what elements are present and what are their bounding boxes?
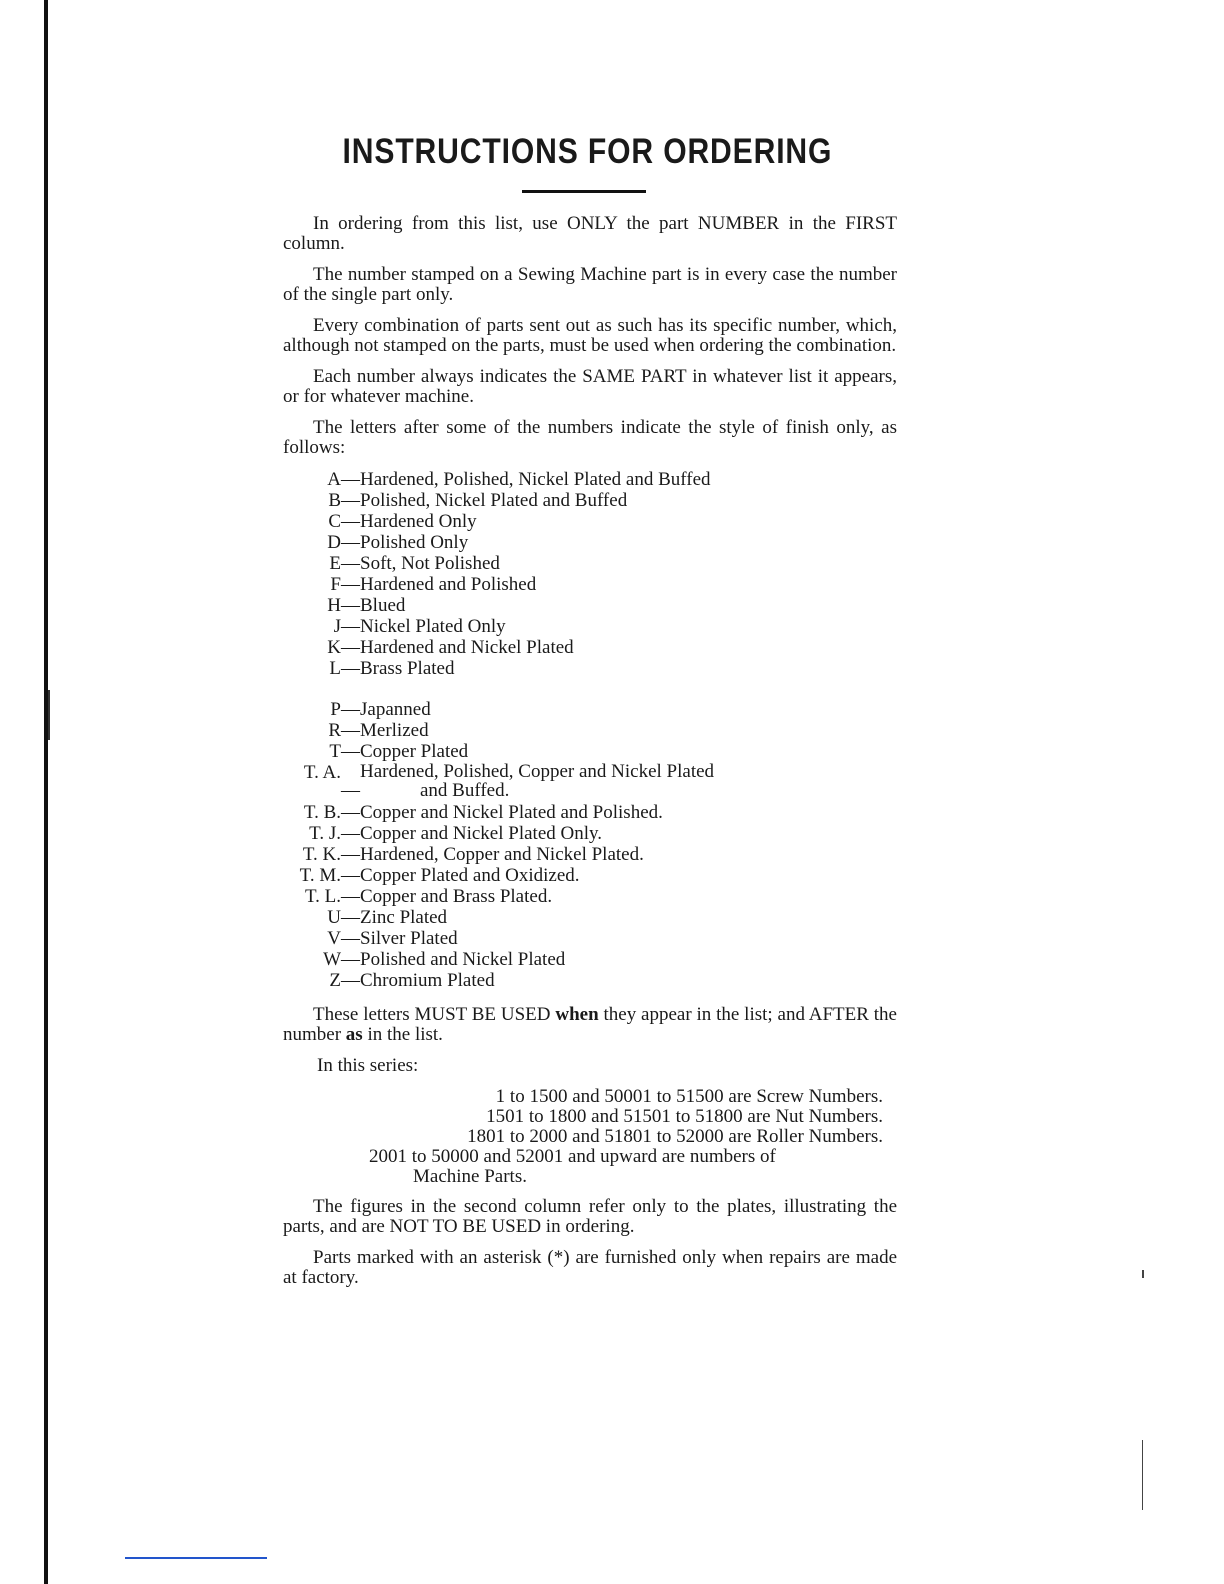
series-row: 1501 to 1800 and 51501 to 51800 are Nut Numbers.: [486, 1106, 883, 1127]
title-underline: [522, 190, 646, 193]
finish-item: C —Hardened Only: [328, 511, 477, 532]
finish-item: U —Zinc Plated: [327, 907, 448, 928]
paragraph-figures: The figures in the second column refer only to the plates, illustrating the parts, and are NOT TO BE USED in ordering.: [283, 1196, 897, 1237]
finish-item: T —Copper Plated: [329, 741, 469, 762]
finish-item: T. L. —Copper and Brass Plated.: [304, 886, 553, 907]
finish-item: T. K. —Hardened, Copper and Nickel Plated.: [302, 844, 644, 865]
finish-item: H —Blued: [327, 595, 406, 616]
footer-rule: [125, 1557, 267, 1559]
paragraph-asterisk: Parts marked with an asterisk (*) are furnished only when repairs are made at factory.: [283, 1247, 897, 1288]
paragraph-stamped-number: The number stamped on a Sewing Machine part is in every case the number of the single part only.: [283, 264, 897, 305]
finish-item: V —Silver Plated: [327, 928, 458, 949]
finish-item: T. J. —Copper and Nickel Plated Only.: [309, 823, 603, 844]
finish-item: W —Polished and Nickel Plated: [323, 949, 566, 970]
finish-item: T. B. —Copper and Nickel Plated and Polished.: [303, 802, 663, 823]
finish-item: B —Polished, Nickel Plated and Buffed: [328, 490, 628, 511]
finish-item: F —Hardened and Polished: [330, 574, 537, 595]
finish-item: R —Merlized: [328, 720, 429, 741]
paragraph-ordering: In ordering from this list, use ONLY the part NUMBER in the FIRST column.: [283, 213, 897, 254]
finish-item: P —Japanned: [330, 699, 431, 720]
series-row: 1 to 1500 and 50001 to 51500 are Screw Numbers.: [495, 1086, 883, 1107]
binding-mark: [48, 690, 50, 740]
finish-item: E —Soft, Not Polished: [329, 553, 500, 574]
page-title: INSTRUCTIONS FOR ORDERING: [342, 132, 833, 171]
finish-item: J —Nickel Plated Only: [333, 616, 506, 637]
finish-item: A —Hardened, Polished, Nickel Plated and Buffed: [327, 469, 711, 490]
finish-item: L —Brass Plated: [329, 658, 455, 679]
number-series-list: [369, 1087, 897, 1187]
instructions-body: [283, 214, 897, 1299]
finish-item: K —Hardened and Nickel Plated: [327, 637, 574, 658]
finish-item: T. A. —Hardened, Polished, Copper and Nickel Plated and Buffed.: [303, 761, 715, 801]
finish-item: T. M. —Copper Plated and Oxidized.: [299, 865, 580, 886]
paragraph-combination: Every combination of parts sent out as such has its specific number, which, although not stamped on the parts, must be used when ordering the combination.: [283, 315, 897, 356]
series-row: 2001 to 50000 and 52001 and upward are numbers of Machine Parts.: [369, 1146, 776, 1187]
series-row: 1801 to 2000 and 51801 to 52000 are Roller Numbers.: [467, 1126, 883, 1147]
finish-item: Z —Chromium Plated: [329, 970, 495, 991]
page-left-edge: [44, 0, 48, 1584]
finish-item: D —Polished Only: [327, 532, 469, 553]
paragraph-same-part: Each number always indicates the SAME PART in whatever list it appears, or for whatever machine.: [283, 366, 897, 407]
list-gap: [283, 679, 897, 699]
finish-list: [283, 469, 897, 991]
series-intro: In this series:: [317, 1055, 419, 1076]
paragraph-finish-letters: The letters after some of the numbers indicate the style of finish only, as follows:: [283, 417, 897, 458]
margin-mark: [1142, 1440, 1143, 1510]
margin-mark: [1142, 1270, 1144, 1278]
paragraph-letters-usage: These letters MUST BE USED when they appear in the list; and AFTER the number as in the list.: [283, 1004, 897, 1045]
